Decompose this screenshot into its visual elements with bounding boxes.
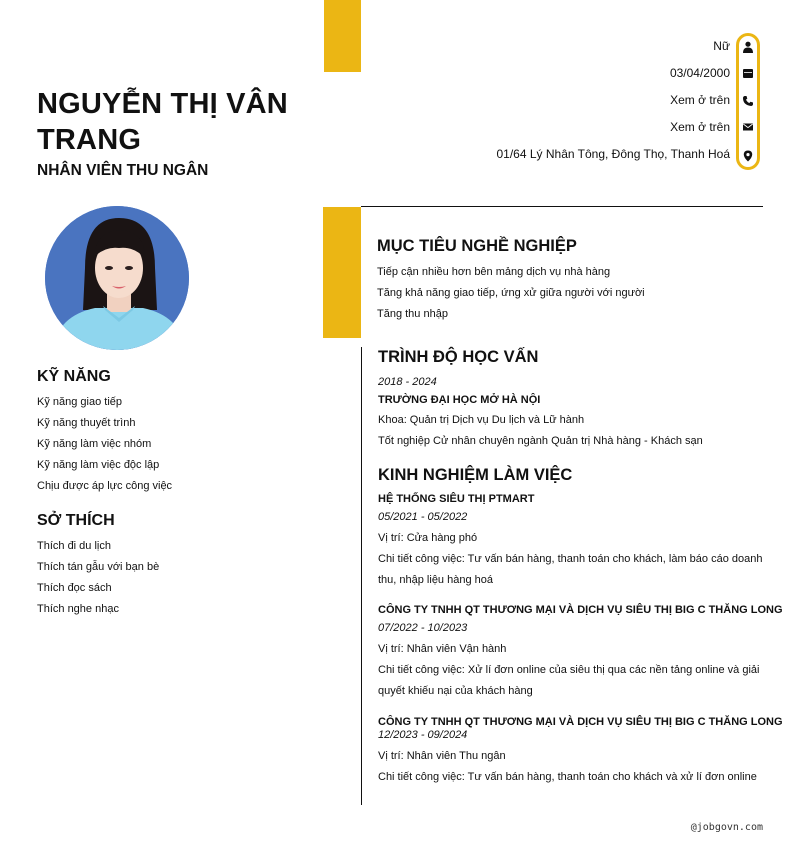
experience-period: 07/2022 - 10/2023 — [378, 622, 468, 634]
calendar-icon — [742, 67, 754, 79]
experience-position: Vị trí: Nhân viên Vận hành — [378, 643, 507, 655]
hobbies-list — [37, 536, 159, 620]
candidate-name: NGUYỄN THỊ VÂN TRANG — [37, 88, 288, 156]
divider-horizontal — [361, 206, 763, 207]
mail-icon — [742, 121, 754, 133]
education-school: TRƯỜNG ĐẠI HỌC MỞ HÀ NỘI — [378, 394, 541, 406]
skills-list — [37, 392, 172, 497]
education-title: TRÌNH ĐỘ HỌC VẤN — [378, 348, 539, 366]
hobbies-title: SỞ THÍCH — [37, 512, 115, 529]
avatar-portrait — [45, 206, 189, 350]
list-item: Kỹ năng thuyết trình — [37, 417, 136, 429]
phone-icon — [742, 95, 754, 107]
experience-company: HỆ THỐNG SIÊU THỊ PTMART — [378, 493, 535, 505]
experience-item — [378, 604, 783, 702]
list-item: Thích đi du lịch — [37, 540, 111, 552]
list-item: Tăng thu nhập — [377, 308, 448, 320]
candidate-job-title: NHÂN VIÊN THU NGÂN — [37, 162, 209, 179]
education-period: 2018 - 2024 — [378, 376, 437, 388]
location-pin-icon — [742, 150, 754, 162]
avatar — [45, 206, 189, 350]
experience-item — [378, 716, 783, 788]
experience-detail: quyết khiếu nại của khách hàng — [378, 685, 533, 697]
objective-title: MỤC TIÊU NGHỀ NGHIỆP — [377, 237, 577, 255]
experience-detail: Chi tiết công việc: Xử lí đơn online của siêu thị qua các nền tảng online và giải — [378, 664, 760, 676]
experience-period: 05/2021 - 05/2022 — [378, 511, 468, 523]
list-item: Kỹ năng giao tiếp — [37, 396, 123, 408]
contact-phone: Xem ở trên — [670, 93, 730, 107]
experience-period: 12/2023 - 09/2024 — [378, 729, 468, 741]
objective-list — [377, 262, 645, 325]
contact-birthdate: 03/04/2000 — [669, 66, 730, 80]
experience-position: Vị trí: Cửa hàng phó — [378, 532, 478, 544]
list-item: Chịu được áp lực công việc — [37, 480, 173, 492]
watermark: @jobgovn.com — [690, 822, 763, 833]
person-icon — [742, 41, 754, 53]
skills-title: KỸ NĂNG — [37, 368, 111, 385]
experience-position: Vị trí: Nhân viên Thu ngân — [378, 750, 506, 762]
list-item: Kỹ năng làm việc nhóm — [37, 438, 152, 450]
list-item: Thích nghe nhạc — [37, 603, 119, 615]
experience-company: CÔNG TY TNHH QT THƯƠNG MẠI VÀ DỊCH VỤ SIÊU THỊ BIG C THĂNG LONG — [378, 604, 783, 616]
experience-title: KINH NGHIỆM LÀM VIỆC — [378, 466, 573, 484]
experience-detail: Chi tiết công việc: Tư vấn bán hàng, thanh toán cho khách, làm báo cáo doanh — [378, 553, 763, 565]
experience-detail: thu, nhập liệu hàng hoá — [378, 574, 493, 586]
experience-company: CÔNG TY TNHH QT THƯƠNG MẠI VÀ DỊCH VỤ SIÊU THỊ BIG C THĂNG LONG — [378, 716, 783, 728]
contact-address: 01/64 Lý Nhân Tông, Đông Thọ, Thanh Hoá — [496, 147, 730, 161]
contact-info — [370, 36, 730, 171]
accent-block-top — [324, 0, 361, 72]
education-details — [378, 410, 703, 452]
experience-detail: Chi tiết công việc: Tư vấn bán hàng, thanh toán cho khách và xử lí đơn online — [378, 771, 757, 783]
education-faculty: Khoa: Quản trị Dịch vụ Du lịch và Lữ hành — [378, 414, 585, 426]
contact-email: Xem ở trên — [670, 120, 730, 134]
list-item: Tăng khả năng giao tiếp, ứng xử giữa người với người — [377, 287, 645, 299]
list-item: Thích đọc sách — [37, 582, 112, 594]
accent-block-middle — [323, 207, 361, 338]
divider-vertical — [361, 347, 362, 805]
list-item: Tiếp cận nhiều hơn bên mảng dịch vụ nhà hàng — [377, 266, 611, 278]
experience-item — [378, 493, 762, 591]
list-item: Kỹ năng làm việc độc lập — [37, 459, 160, 471]
contact-gender: Nữ — [713, 39, 730, 53]
education-degree: Tốt nghiệp Cử nhân chuyên ngành Quản trị Nhà hàng - Khách sạn — [378, 435, 703, 447]
list-item: Thích tán gẫu với bạn bè — [37, 561, 160, 573]
